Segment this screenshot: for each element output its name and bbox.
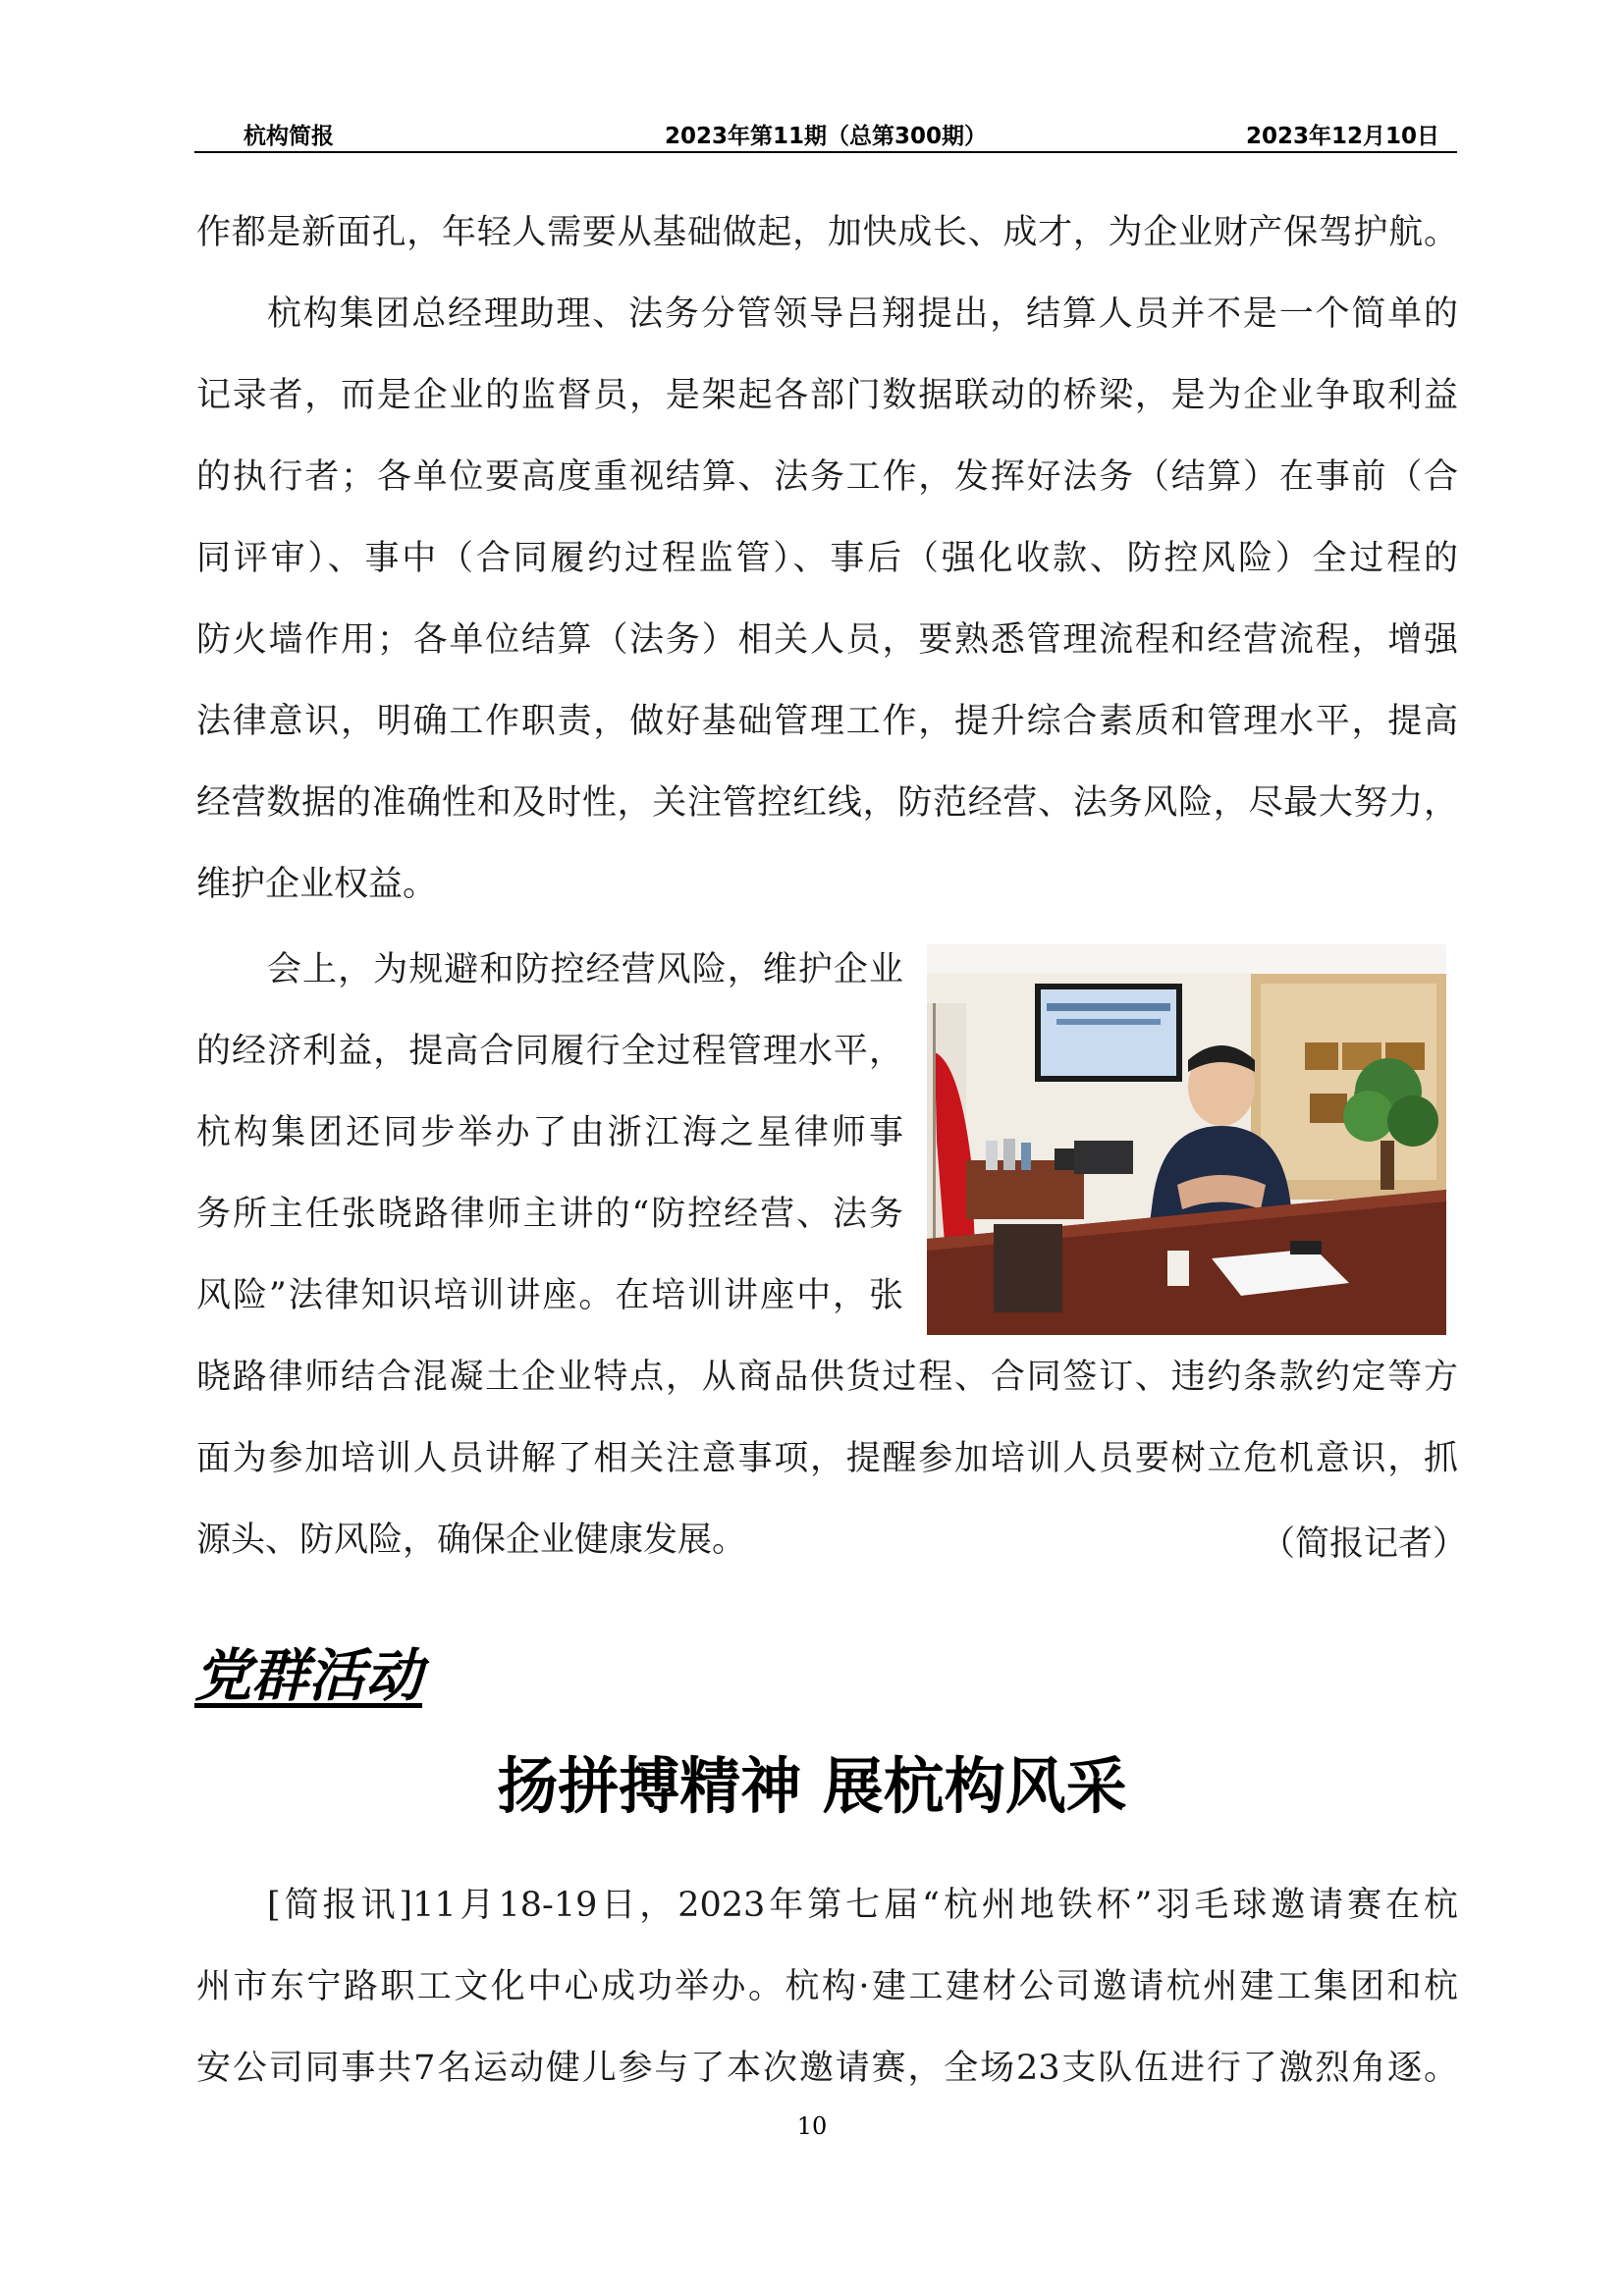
text-line: [简报讯]11月18-19日，2023年第七届“杭州地铁杯”羽毛球邀请赛在杭 — [267, 1886, 1458, 1925]
text-line: 杭构集团还同步举办了由浙江海之星律师事 — [196, 1113, 903, 1152]
text-line: 维护企业权益。 — [196, 865, 438, 904]
header-issue: 2023年第11期（总第300期） — [664, 124, 988, 149]
text-line: 法律意识，明确工作职责，做好基础管理工作，提升综合素质和管理水平，提高 — [196, 702, 1458, 741]
page-header — [194, 114, 1457, 153]
paragraph-block-4 — [196, 1865, 1458, 2109]
text-line: 记录者，而是企业的监督员，是架起各部门数据联动的桥梁，是为企业争取利益 — [196, 376, 1458, 415]
text-line: 务所主任张晓路律师主讲的“防控经营、法务 — [196, 1195, 903, 1234]
text-line: 晓路律师结合混凝土企业特点，从商品供货过程、合同签订、违约条款约定等方 — [196, 1358, 1458, 1397]
paragraph-block-1 — [196, 192, 1458, 926]
text-line: 州市东宁路职工文化中心成功举办。杭构·建工建材公司邀请杭州建工集团和杭 — [196, 1967, 1458, 2006]
header-publication: 杭构简报 — [244, 124, 334, 149]
text-line: 风险”法律知识培训讲座。在培训讲座中，张 — [196, 1276, 903, 1315]
text-line: 会上，为规避和防控经营风险，维护企业 — [267, 950, 903, 989]
text-line: 经营数据的准确性和及时性，关注管控红线，防范经营、法务风险，尽最大努力， — [196, 783, 1458, 823]
text-line: 的经济利益，提高合同履行全过程管理水平， — [196, 1032, 903, 1071]
text-line: 杭构集团总经理助理、法务分管领导吕翔提出，结算人员并不是一个简单的 — [267, 294, 1458, 334]
reporter-signature: （简报记者） — [1260, 1524, 1467, 1564]
paragraph-block-2 — [196, 930, 903, 1337]
text-line: 防火墙作用；各单位结算（法务）相关人员，要熟悉管理流程和经营流程，增强 — [196, 620, 1458, 660]
page-number: 10 — [796, 2112, 828, 2140]
training-meeting-photo — [927, 944, 1446, 1335]
text-line: 作都是新面孔，年轻人需要从基础做起，加快成长、成才，为企业财产保驾护航。 — [196, 213, 1458, 252]
header-date: 2023年12月10日 — [1245, 124, 1439, 149]
section-title: 党群活动 — [194, 1642, 423, 1709]
text-line: 面为参加培训人员讲解了相关注意事项，提醒参加培训人员要树立危机意识，抓 — [196, 1439, 1458, 1478]
text-line: 的执行者；各单位要高度重视结算、法务工作，发挥好法务（结算）在事前（合 — [196, 457, 1458, 497]
article-title: 扬拼搏精神 展杭构风采 — [497, 1750, 1127, 1822]
text-line: 同评审）、事中（合同履约过程监管）、事后（强化收款、防控风险）全过程的 — [196, 539, 1458, 578]
text-line: 源头、防风险，确保企业健康发展。 — [196, 1521, 747, 1560]
text-line: 安公司同事共7名运动健儿参与了本次邀请赛，全场23支队伍进行了激烈角逐。 — [196, 2049, 1458, 2088]
